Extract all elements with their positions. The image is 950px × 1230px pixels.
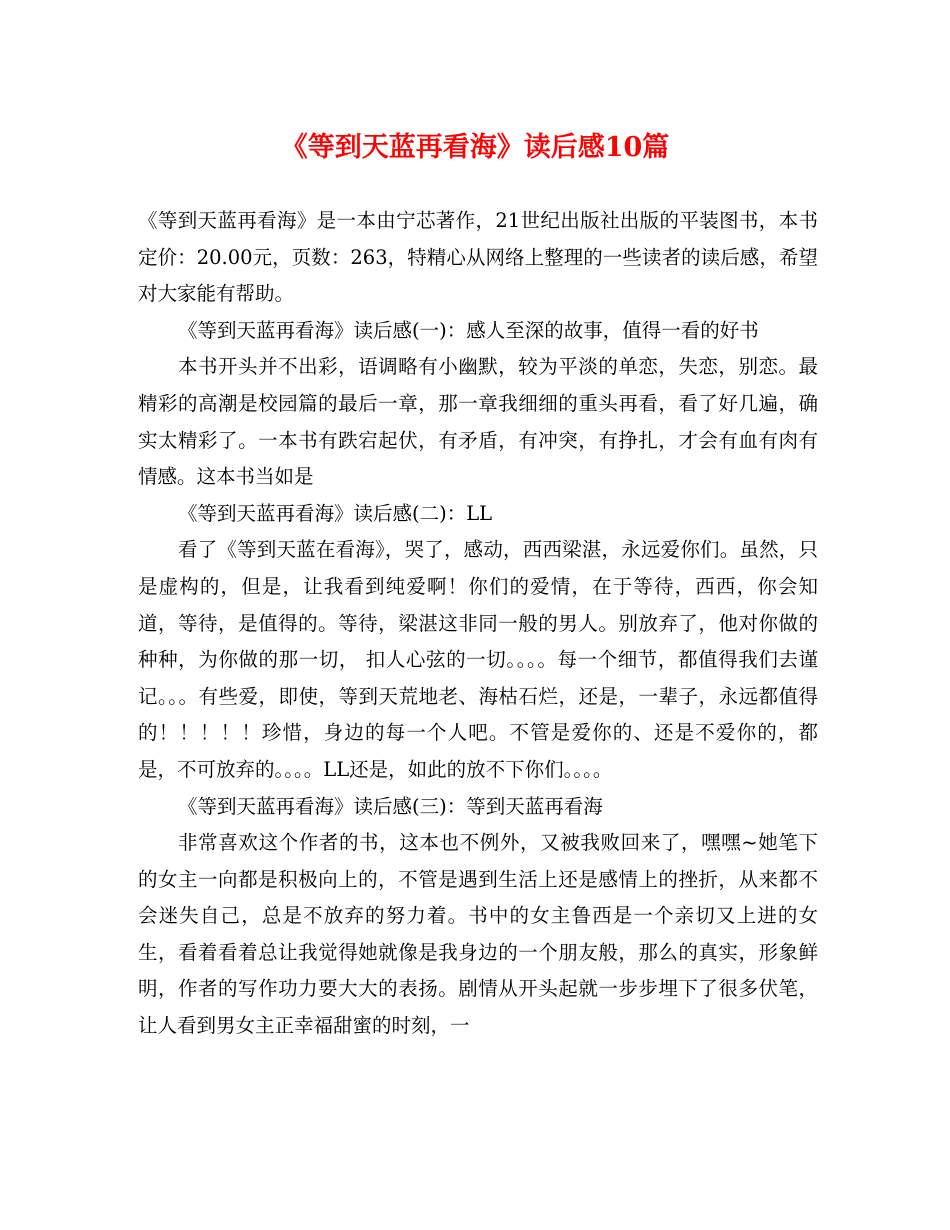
section-body-1: 本书开头并不出彩，语调略有小幽默，较为平淡的单恋，失恋，别恋。最精彩的高潮是校园篇的最后一章，那一章我细细的重头再看，看了好几遍，确实太精彩了。一本书有跌宕起伏，有矛盾，有冲突，有挣扎，才会有血有肉有情感。这本书当如是 <box>138 355 818 489</box>
section-heading-1: 《等到天蓝再看海》读后感(一)：感人至深的故事，值得一看的好书 <box>178 318 759 342</box>
intro-paragraph: 《等到天蓝再看海》是一本由宁芯著作，21世纪出版社出版的平装图书，本书定价：20.00元，页数：263，特精心从网络上整理的一些读者的读后感，希望对大家能有帮助。 <box>138 209 818 306</box>
section-body-2: 看了《等到天蓝在看海》，哭了，感动，西西梁湛，永远爱你们。虽然，只是虚构的，但是，让我看到纯爱啊！你们的爱情，在于等待，西西，你会知道，等待，是值得的。等待，梁湛这非同一般的男人。别放弃了，他对你做的种种，为你做的那一切， 扣人心弦的一切。。。。每一个细节，都值得我们去谨记。。。有些爱，即使，等到天荒地老、海枯石烂，还是，一辈子，永远都值得的！！！！！珍惜，身边的每一个人吧。不管是爱你的、还是不爱你的，都是，不可放弃的。。。。LL还是，如此的放不下你们。。。。 <box>138 538 818 781</box>
section-heading-2: 《等到天蓝再看海》读后感(二)：LL <box>178 501 493 525</box>
document-body <box>138 203 818 1045</box>
section-body-3: 非常喜欢这个作者的书，这本也不例外，又被我败回来了，嘿嘿~她笔下的女主一向都是积极向上的，不管是遇到生活上还是感情上的挫折，从来都不会迷失自己，总是不放弃的努力着。书中的女主鲁西是一个亲切又上进的女生，看着看着总让我觉得她就像是我身边的一个朋友般，那么的真实，形象鲜明，作者的写作功力要大大的表扬。剧情从开头起就一步步埋下了很多伏笔，让人看到男女主正幸福甜蜜的时刻，一 <box>138 831 818 1038</box>
document-title: 《等到天蓝再看海》读后感10篇 <box>280 132 670 163</box>
section-heading-3: 《等到天蓝再看海》读后感(三)：等到天蓝再看海 <box>178 794 603 818</box>
